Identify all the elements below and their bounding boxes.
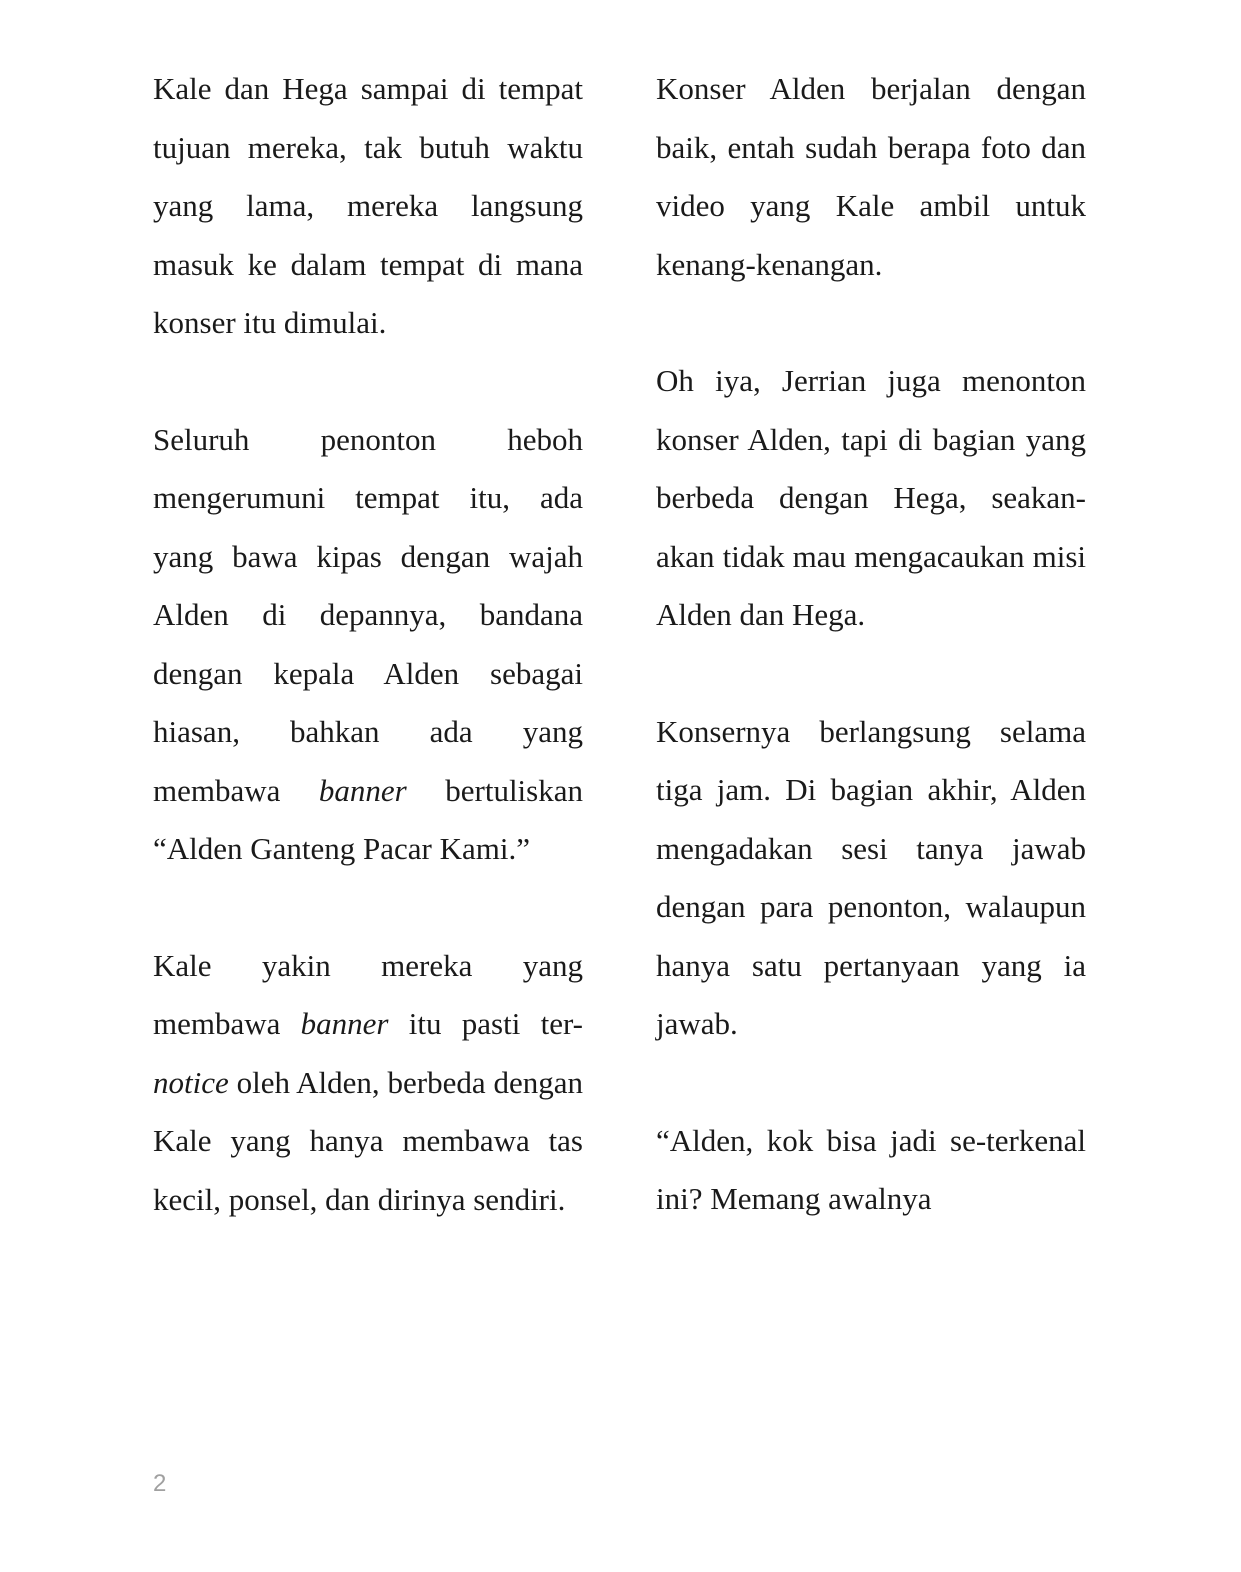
right-column xyxy=(656,60,1086,1287)
paragraph-question: “Alden, kok bisa jadi se-terkenal ini? Memang awalnya xyxy=(656,1122,1086,1216)
paragraph-jerrian: Oh iya, Jerrian juga menonton konser Alden, tapi di bagian yang berbeda dengan Hega, seakan-akan tidak mau mengacaukan misi Alden dan Hega. xyxy=(656,363,1086,632)
paragraph-kale-text-c: oleh Alden, berbeda dengan Kale yang hanya membawa tas kecil, ponsel, dan dirinya sendiri. xyxy=(153,1064,584,1217)
paragraph-crowd xyxy=(153,411,583,879)
paragraph-crowd-text-c: bertuliskan “Alden Ganteng Pacar Kami.” xyxy=(153,772,583,866)
paragraph-three-hours: Konsernya berlangsung selama tiga jam. Di bagian akhir, Alden mengadakan sesi tanya jawab dengan para penonton, walaupun hanya satu pertanyaan yang ia jawab. xyxy=(656,713,1086,1041)
italic-notice-word: notice xyxy=(153,1064,229,1100)
page-number: 2 xyxy=(153,1470,167,1497)
italic-banner-word-2: banner xyxy=(300,1006,389,1041)
paragraph-kale-text-a: Kale yakin mereka yang membawa xyxy=(153,947,583,1041)
paragraph-concert-went-well: Konser Alden berjalan dengan baik, entah sudah berapa foto dan video yang Kale ambil untuk kenang-kenangan. xyxy=(656,71,1086,282)
italic-banner-word: banner xyxy=(318,772,407,808)
paragraph-crowd-text: Seluruh penonton heboh mengerumuni tempat itu, ada yang bawa kipas dengan wajah Alden di depannya, bandana dengan kepala Alden sebagai hiasan, bahkan ada yang xyxy=(153,421,583,749)
paragraph-crowd-text-b: membawa xyxy=(153,772,281,808)
paragraph-kale-belief xyxy=(153,937,583,1230)
left-column xyxy=(153,60,583,1287)
paragraph-kale-text-b: itu pasti ter- xyxy=(408,1006,584,1041)
paragraph-arrival: Kale dan Hega sampai di tempat tujuan mereka, tak butuh waktu yang lama, mereka langsung masuk ke dalam tempat di mana konser itu dimulai. xyxy=(153,71,583,340)
